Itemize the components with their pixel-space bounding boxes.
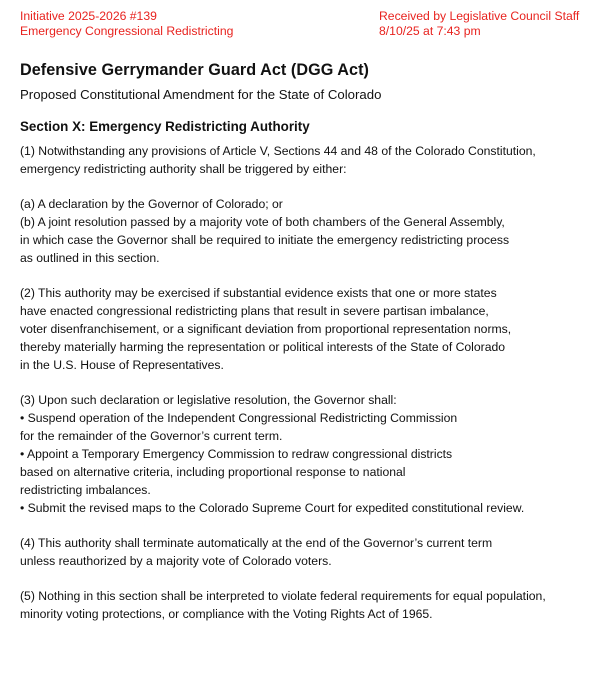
text-line: voter disenfranchisement, or a significant deviation from proportional representation norms,	[20, 322, 512, 336]
initiative-number: Initiative 2025-2026 #139	[20, 9, 157, 23]
text-line: (a) A declaration by the Governor of Colorado; or	[20, 197, 283, 211]
text-line: minority voting protections, or compliance with the Voting Rights Act of 1965.	[20, 607, 433, 621]
text-line: unless reauthorized by a majority vote of Colorado voters.	[20, 554, 332, 568]
paragraph-3	[20, 391, 590, 517]
text-line: (5) Nothing in this section shall be interpreted to violate federal requirements for equal population,	[20, 589, 546, 603]
section-heading: Section X: Emergency Redistricting Authority	[20, 119, 310, 134]
initiative-name: Emergency Congressional Redistricting	[20, 24, 234, 38]
received-stamp	[379, 9, 579, 39]
text-line: thereby materially harming the representation or political interests of the State of Colorado	[20, 340, 506, 354]
text-line: • Submit the revised maps to the Colorado Supreme Court for expedited constitutional review.	[20, 501, 525, 515]
text-line: for the remainder of the Governor’s current term.	[20, 429, 283, 443]
paragraph-triggers	[20, 195, 590, 267]
text-line: have enacted congressional redistricting plans that result in severe partisan imbalance,	[20, 304, 489, 318]
paragraph-1	[20, 142, 590, 178]
text-line: redistricting imbalances.	[20, 483, 151, 497]
text-line: as outlined in this section.	[20, 251, 160, 265]
text-line: • Appoint a Temporary Emergency Commission to redraw congressional districts	[20, 447, 453, 461]
text-line: in which case the Governor shall be required to initiate the emergency redistricting process	[20, 233, 510, 247]
paragraph-5	[20, 587, 590, 623]
document-title: Defensive Gerrymander Guard Act (DGG Act)	[20, 61, 369, 79]
text-line: (3) Upon such declaration or legislative resolution, the Governor shall:	[20, 393, 397, 407]
text-line: in the U.S. House of Representatives.	[20, 358, 224, 372]
paragraph-2	[20, 284, 590, 374]
text-line: (4) This authority shall terminate automatically at the end of the Governor’s current term	[20, 536, 493, 550]
document-subtitle: Proposed Constitutional Amendment for the State of Colorado	[20, 87, 382, 102]
text-line: • Suspend operation of the Independent Congressional Redistricting Commission	[20, 411, 458, 425]
text-line: (1) Notwithstanding any provisions of Article V, Sections 44 and 48 of the Colorado Constitution,	[20, 144, 536, 158]
received-by: Received by Legislative Council Staff	[379, 9, 580, 23]
text-line: (b) A joint resolution passed by a majority vote of both chambers of the General Assembly,	[20, 215, 505, 229]
text-line: (2) This authority may be exercised if substantial evidence exists that one or more states	[20, 286, 497, 300]
text-line: emergency redistricting authority shall be triggered by either:	[20, 162, 347, 176]
initiative-stamp	[20, 9, 233, 39]
text-line: based on alternative criteria, including proportional response to national	[20, 465, 406, 479]
document-body	[20, 142, 590, 623]
received-timestamp: 8/10/25 at 7:43 pm	[379, 24, 481, 38]
paragraph-4	[20, 534, 590, 570]
